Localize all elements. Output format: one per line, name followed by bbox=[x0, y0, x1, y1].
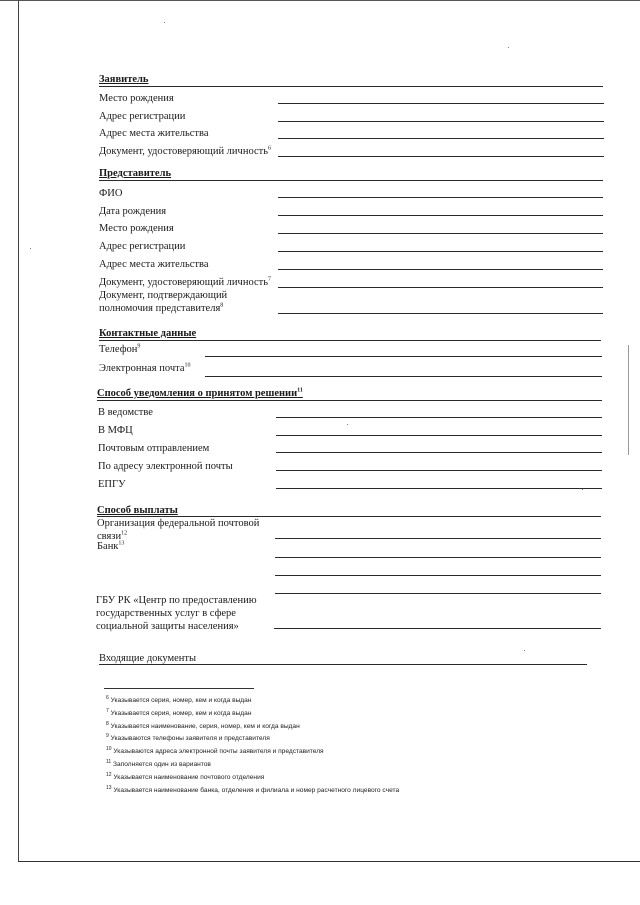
applicant-reg-address-field[interactable] bbox=[278, 121, 604, 122]
representative-heading-rule bbox=[99, 180, 603, 181]
payment-bank-field-2[interactable] bbox=[275, 575, 601, 576]
representative-reg-address-field[interactable] bbox=[278, 251, 603, 252]
representative-authority-label: Документ, подтверждающий полномочия представителя$^8$ bbox=[99, 290, 228, 314]
applicant-residence-label: Адрес места жительства bbox=[99, 128, 209, 139]
representative-reg-address-label: Адрес регистрации bbox=[99, 241, 186, 252]
payment-bank-field-3[interactable] bbox=[275, 593, 601, 594]
gbu-field[interactable] bbox=[274, 628, 601, 629]
payment-bank-field-1[interactable] bbox=[275, 557, 601, 558]
contacts-email-field[interactable] bbox=[205, 376, 602, 377]
representative-birthplace-label: Место рождения bbox=[99, 223, 174, 234]
incoming-documents-label: Входящие документы bbox=[99, 653, 197, 664]
representative-residence-field[interactable] bbox=[278, 269, 603, 270]
contacts-phone-label: Телефон$^9$ bbox=[99, 343, 141, 355]
contacts-heading-rule bbox=[99, 340, 601, 341]
notification-epgu-label: ЕПГУ bbox=[98, 479, 126, 490]
footnote-7: $^7$ Указывается серия, номер, кем и когда выдан bbox=[106, 707, 252, 717]
representative-fio-field[interactable] bbox=[278, 197, 603, 198]
applicant-id-document-field[interactable] bbox=[278, 156, 604, 157]
footnote-12: $^{12}$ Указывается наименование почтового отделения bbox=[106, 771, 265, 781]
notification-heading: Способ уведомления о принятом решении$^{11}$ bbox=[97, 387, 303, 399]
footnote-13: $^{13}$ Указывается наименование банка, отделения и филиала и номер расчетного лицевого счета bbox=[106, 784, 400, 794]
representative-residence-label: Адрес места жительства bbox=[99, 259, 209, 270]
applicant-birthplace-label: Место рождения bbox=[99, 93, 174, 104]
scan-speck bbox=[347, 424, 348, 425]
representative-birthdate-label: Дата рождения bbox=[99, 206, 167, 217]
footnote-11: $^{11}$ Заполняется один из вариантов bbox=[106, 758, 211, 768]
notification-dept-label: В ведомстве bbox=[98, 407, 153, 418]
contacts-phone-field[interactable] bbox=[205, 356, 602, 357]
notification-email-label: По адресу электронной почты bbox=[98, 461, 233, 472]
notification-dept-field[interactable] bbox=[276, 417, 602, 418]
applicant-heading: Заявитель bbox=[99, 74, 149, 85]
gbu-label: ГБУ РК «Центр по предоставлению государственных услуг в сфере социальной защиты населения» bbox=[96, 595, 257, 632]
representative-id-document-field[interactable] bbox=[278, 287, 603, 288]
payment-post-org-field[interactable] bbox=[275, 538, 601, 539]
scan-right-edge bbox=[628, 345, 629, 455]
representative-birthdate-field[interactable] bbox=[278, 215, 603, 216]
payment-heading: Способ выплаты bbox=[97, 505, 178, 516]
notification-mfc-field[interactable] bbox=[276, 435, 602, 436]
scan-speck bbox=[524, 650, 525, 651]
incoming-documents-field[interactable] bbox=[99, 664, 587, 665]
notification-post-field[interactable] bbox=[276, 452, 602, 453]
scan-speck bbox=[30, 248, 31, 249]
notification-email-field[interactable] bbox=[276, 470, 602, 471]
notification-epgu-field[interactable] bbox=[276, 488, 602, 489]
footnote-6: $^6$ Указывается серия, номер, кем и когда выдан bbox=[106, 694, 252, 704]
representative-authority-field[interactable] bbox=[278, 313, 603, 314]
applicant-reg-address-label: Адрес регистрации bbox=[99, 111, 186, 122]
representative-id-document-label: Документ, удостоверяющий личность$^7$ bbox=[99, 276, 271, 288]
contacts-heading: Контактные данные bbox=[99, 328, 197, 339]
representative-birthplace-field[interactable] bbox=[278, 233, 603, 234]
representative-heading: Представитель bbox=[99, 168, 172, 179]
payment-post-org-label: Организация федеральной почтовой связи$^{12}$ bbox=[97, 518, 260, 542]
scan-speck bbox=[164, 22, 165, 23]
notification-post-label: Почтовым отправлением bbox=[98, 443, 210, 454]
footnote-10: $^{10}$ Указываются адреса электронной почты заявителя и представителя bbox=[106, 745, 324, 755]
representative-fio-label: ФИО bbox=[99, 188, 123, 199]
scan-speck bbox=[508, 47, 509, 48]
payment-bank-label: Банк$^{13}$ bbox=[97, 540, 125, 552]
contacts-email-label: Электронная почта$^{10}$ bbox=[99, 362, 191, 374]
scan-top-edge bbox=[0, 0, 640, 7]
applicant-id-document-label: Документ, удостоверяющий личность$^6$ bbox=[99, 145, 271, 157]
notification-mfc-label: В МФЦ bbox=[98, 425, 133, 436]
applicant-heading-rule bbox=[99, 86, 603, 87]
footnote-separator bbox=[104, 688, 254, 689]
applicant-residence-field[interactable] bbox=[278, 138, 604, 139]
scan-left-edge bbox=[18, 0, 19, 862]
footnote-8: $^8$ Указывается наименование, серия, номер, кем и когда выдан bbox=[106, 720, 300, 730]
footnote-9: $^9$ Указываются телефоны заявителя и представителя bbox=[106, 732, 270, 742]
scan-bottom-edge bbox=[18, 861, 640, 862]
applicant-birthplace-field[interactable] bbox=[278, 103, 604, 104]
notification-heading-rule bbox=[97, 400, 602, 401]
scan-speck bbox=[582, 489, 583, 490]
